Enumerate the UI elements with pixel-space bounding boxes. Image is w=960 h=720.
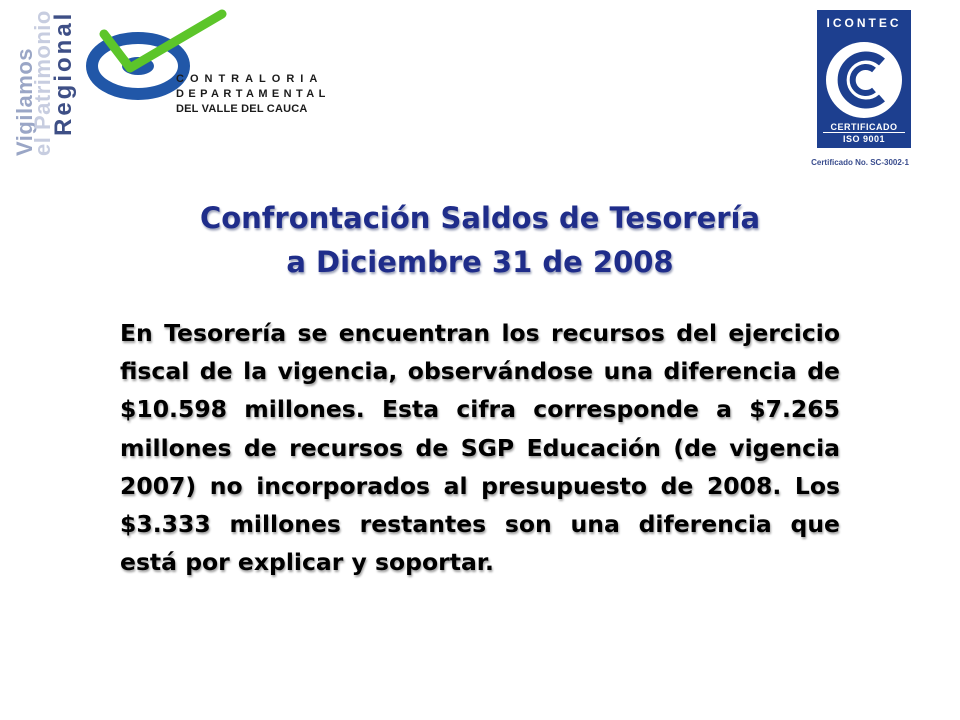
badge-brand: ICONTEC [826, 16, 902, 30]
organization-name [176, 72, 330, 117]
badge-standard: ISO 9001 [842, 134, 886, 144]
slide-title [0, 196, 960, 284]
icontec-badge [817, 10, 911, 148]
slide-body-text: En Tesorería se encuentran los recursos del ejercicio fiscal de la vigencia, observándose una diferencia de $10.598 millones. Esta cifra corresponde a $7.265 millones de recursos de SGP Educación (de vigencia 2007) no incorporados al presupuesto de 2008. Los $3.333 millones restantes son una diferencia que está por explicar y soportar. [120, 319, 840, 577]
badge-divider [823, 132, 905, 133]
slogan-vertical [4, 8, 76, 158]
organization-name-line-3: DEL VALLE DEL CAUCA [176, 103, 308, 115]
slogan-line-3: Regional [50, 10, 77, 136]
slogan-line-2: el Patrimonio [30, 10, 55, 156]
slide-title-line-2: a Diciembre 31 de 2008 [286, 245, 674, 279]
badge-certified-label: CERTIFICADO [830, 122, 898, 132]
organization-name-line-2: DEPARTAMENTAL [176, 88, 330, 100]
organization-name-line-1: CONTRALORIA [176, 73, 324, 85]
certificate-number: Certificado No. SC-3002-1 [811, 158, 909, 167]
slogan-line-1: Vigilamos [12, 47, 37, 156]
icontec-logo-icon [824, 40, 904, 120]
slide-title-line-1: Confrontación Saldos de Tesorería [199, 201, 761, 235]
